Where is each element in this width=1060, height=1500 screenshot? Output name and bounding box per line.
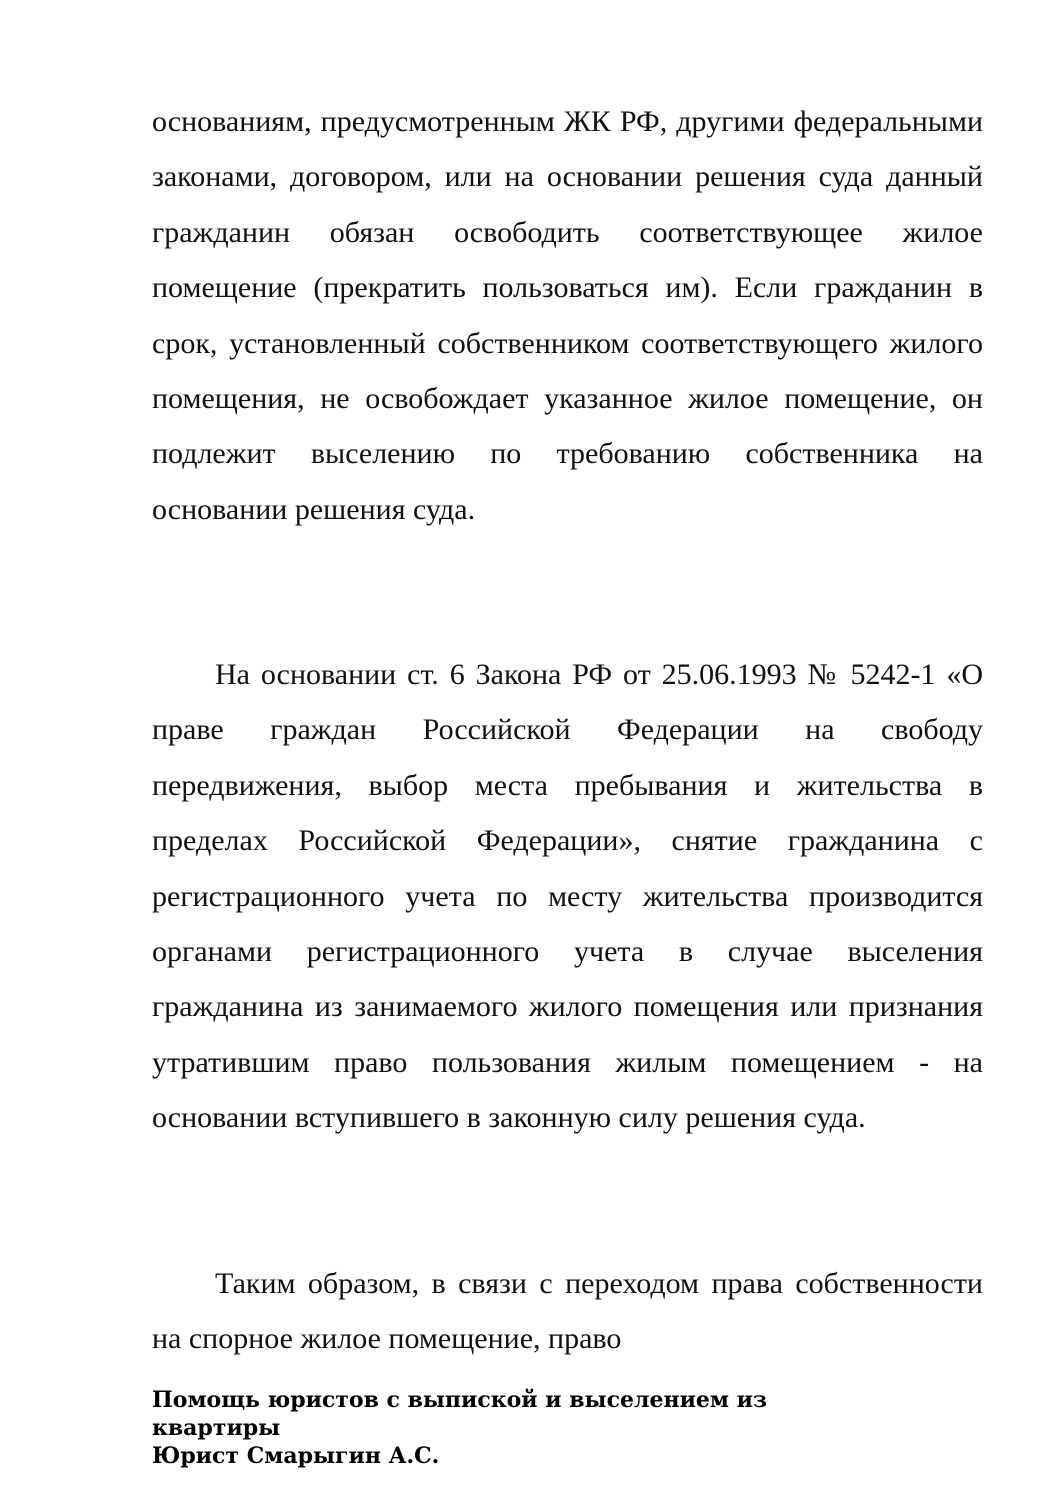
paragraph-conclusion [152,1256,983,1367]
paragraph-eviction-obligation [152,94,983,537]
paragraph-text: Таким образом, в связи с переходом права собственности на спорное жилое помещение, право [152,1267,983,1356]
footer-line-service: Помощь юристов с выпиской и выселением из [152,1387,768,1413]
paragraph-text: основаниям, предусмотренным ЖК РФ, другими федеральными законами, договором, или на основании решения суда данный гражданин обязан освободить соответствующее жилое помещение (прекратить пользоваться им). Если гражданин в срок, установленный собственником соответствующего жилого помещения, не освобождает указанное жилое помещение, он подлежит выселению по требованию собственника на основании решения суда. [152,105,983,526]
paragraph-registration-law [152,647,983,1146]
footer-line-service-cont: квартиры [152,1415,281,1441]
footer-line-lawyer-name: Юрист Смарыгин А.С. [152,1443,440,1469]
paragraph-text: На основании ст. 6 Закона РФ от 25.06.1993 № 5242-1 «О праве граждан Российской Федерации на свободу передвижения, выбор места пребывания и жительства в пределах Российской Федерации», снятие гражданина с регистрационного учета по месту жительства производится органами регистрационного учета в случае выселения гражданина из занимаемого жилого помещения или признания утратившим право пользования жилым помещением - на основании вступившего в законную силу решения суда. [152,658,983,1135]
footer-advertisement [152,1386,1012,1470]
